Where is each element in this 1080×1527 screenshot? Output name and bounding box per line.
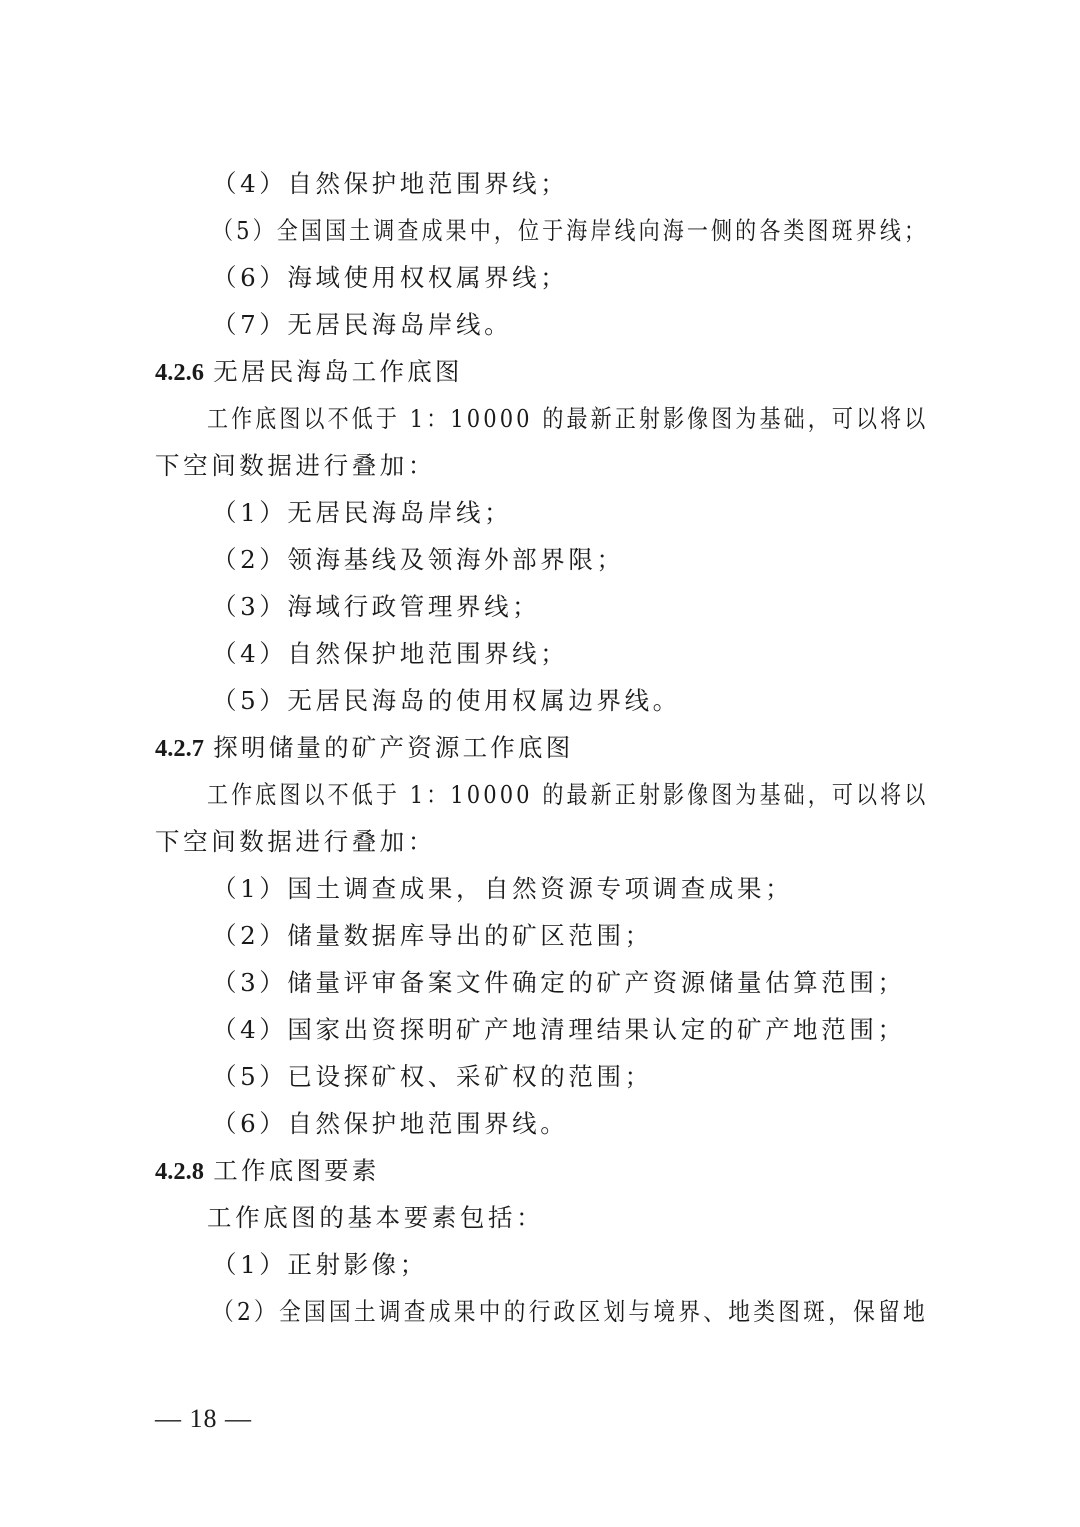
- section-number: 4.2.6: [155, 359, 204, 386]
- list-item: （2）储量数据库导出的矿区范围；: [212, 921, 653, 950]
- section-heading-4-2-6: [155, 356, 463, 389]
- list-item: （3）海域行政管理界线；: [212, 592, 541, 621]
- list-item: （7）无居民海岛岸线。: [212, 310, 513, 339]
- list-item: （1）正射影像；: [212, 1250, 428, 1279]
- paragraph-line: 工作底图以不低于 1：10000 的最新正射影像图为基础，可以将以: [207, 780, 929, 809]
- list-item: （2）领海基线及领海外部界限；: [212, 545, 625, 574]
- paragraph-line: 工作底图的基本要素包括：: [207, 1203, 545, 1232]
- section-number: 4.2.7: [155, 735, 204, 762]
- list-item: （1）国土调查成果，自然资源专项调查成果；: [212, 874, 794, 903]
- page-number: — 18 —: [155, 1404, 252, 1433]
- list-item: （5）全国国土调查成果中，位于海岸线向海一侧的各类图斑界线；: [212, 216, 929, 245]
- paragraph-line: 工作底图以不低于 1：10000 的最新正射影像图为基础，可以将以: [207, 404, 929, 433]
- section-heading-4-2-7: [155, 732, 573, 765]
- section-number: 4.2.8: [155, 1158, 204, 1185]
- list-item: （2）全国国土调查成果中的行政区划与境界、地类图斑，保留地: [212, 1297, 928, 1326]
- list-item: （6）自然保护地范围界线。: [212, 1109, 569, 1138]
- list-item: （3）储量评审备案文件确定的矿产资源储量估算范围；: [212, 968, 906, 997]
- paragraph-line: 下空间数据进行叠加：: [155, 827, 436, 856]
- list-item: （5）无居民海岛的使用权属边界线。: [212, 686, 681, 715]
- section-heading-4-2-8: [155, 1155, 380, 1188]
- section-title: 探明储量的矿产资源工作底图: [213, 733, 574, 762]
- list-item: （4）自然保护地范围界线；: [212, 639, 569, 668]
- paragraph-line: 下空间数据进行叠加：: [155, 451, 436, 480]
- section-title: 无居民海岛工作底图: [213, 357, 463, 386]
- section-title: 工作底图要素: [213, 1156, 380, 1185]
- list-item: （1）无居民海岛岸线；: [212, 498, 513, 527]
- list-item: （6）海域使用权权属界线；: [212, 263, 569, 292]
- list-item: （4）自然保护地范围界线；: [212, 169, 569, 198]
- list-item: （4）国家出资探明矿产地清理结果认定的矿产地范围；: [212, 1015, 906, 1044]
- list-item: （5）已设探矿权、采矿权的范围；: [212, 1062, 653, 1091]
